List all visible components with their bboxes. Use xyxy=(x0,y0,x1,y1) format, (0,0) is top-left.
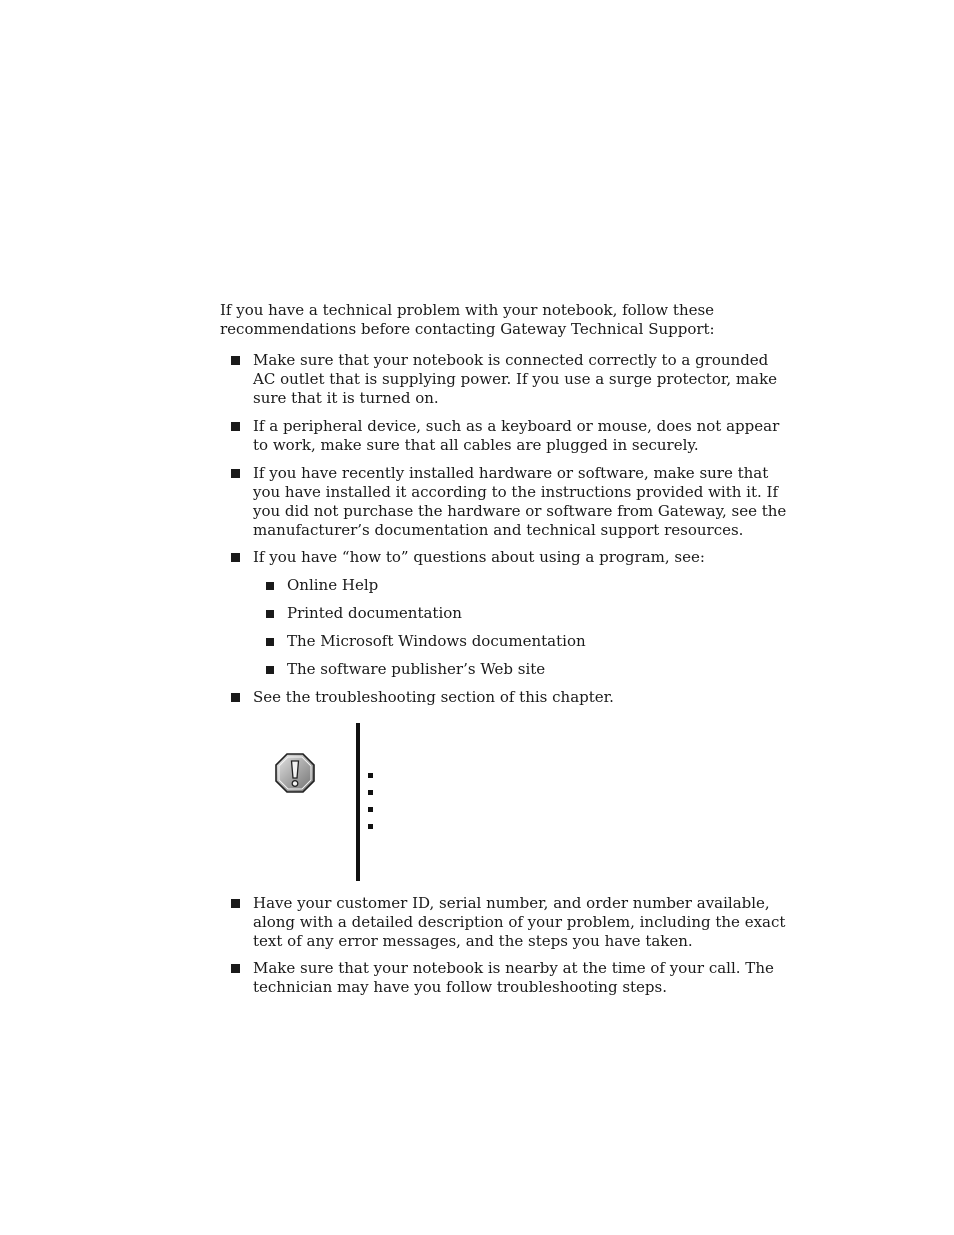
bullet-square-icon xyxy=(231,553,240,562)
bullet-square-icon xyxy=(266,610,274,618)
list-item xyxy=(229,894,794,951)
note-bullet-dot xyxy=(368,790,373,795)
list-item xyxy=(229,351,794,408)
list-item-text: Make sure that your notebook is nearby at the time of your call. The technician may have you follow troubleshooting steps. xyxy=(253,959,774,996)
list-item xyxy=(229,548,794,567)
list-item xyxy=(229,464,794,540)
note-bullet-dot xyxy=(368,773,373,778)
list-item-text: Have your customer ID, serial number, and order number available, along with a detailed description of your problem, including the exact text of any error messages, and the steps you have taken. xyxy=(253,894,786,950)
list-item-text: If you have “how to” questions about using a program, see: xyxy=(253,548,705,566)
bullet-square-icon xyxy=(231,356,240,365)
sub-list-item xyxy=(263,660,683,679)
bullet-square-icon xyxy=(266,582,274,590)
sub-list-item-text: Online Help xyxy=(287,576,379,594)
bullet-square-icon xyxy=(231,964,240,973)
bullet-square-icon xyxy=(266,638,274,646)
list-item xyxy=(229,417,794,455)
sub-list-item-text: The Microsoft Windows documentation xyxy=(287,632,586,650)
list-item-text: If a peripheral device, such as a keyboard or mouse, does not appear to work, make sure that all cables are plugged in securely. xyxy=(253,417,780,454)
list-item-text: Make sure that your notebook is connected correctly to a grounded AC outlet that is supplying power. If you use a surge protector, make sure that it is turned on. xyxy=(253,351,778,407)
intro-paragraph: If you have a technical problem with your notebook, follow these recommendations before contacting Gateway Technical Support: xyxy=(220,301,715,338)
sub-list-item xyxy=(263,576,683,595)
bullet-square-icon xyxy=(231,422,240,431)
sub-list-item-text: Printed documentation xyxy=(287,604,462,622)
bullet-square-icon xyxy=(231,899,240,908)
note-bullet-dot xyxy=(368,807,373,812)
note-divider-bar xyxy=(356,723,360,881)
list-item-text: If you have recently installed hardware or software, make sure that you have installed it according to the instructions provided with it. If you did not purchase the hardware or software from Gateway, see the manufacturer’s documentation and technical support resources. xyxy=(253,464,787,539)
bullet-square-icon xyxy=(231,693,240,702)
sub-list-item-text: The software publisher’s Web site xyxy=(287,660,546,678)
list-item xyxy=(229,688,794,707)
list-item xyxy=(229,959,794,997)
note-bullet-dot xyxy=(368,824,373,829)
bullet-square-icon xyxy=(266,666,274,674)
warning-exclamation-icon xyxy=(274,752,316,794)
sub-list-item xyxy=(263,632,683,651)
bullet-square-icon xyxy=(231,469,240,478)
list-item-text: See the troubleshooting section of this chapter. xyxy=(253,688,614,706)
sub-list-item xyxy=(263,604,683,623)
